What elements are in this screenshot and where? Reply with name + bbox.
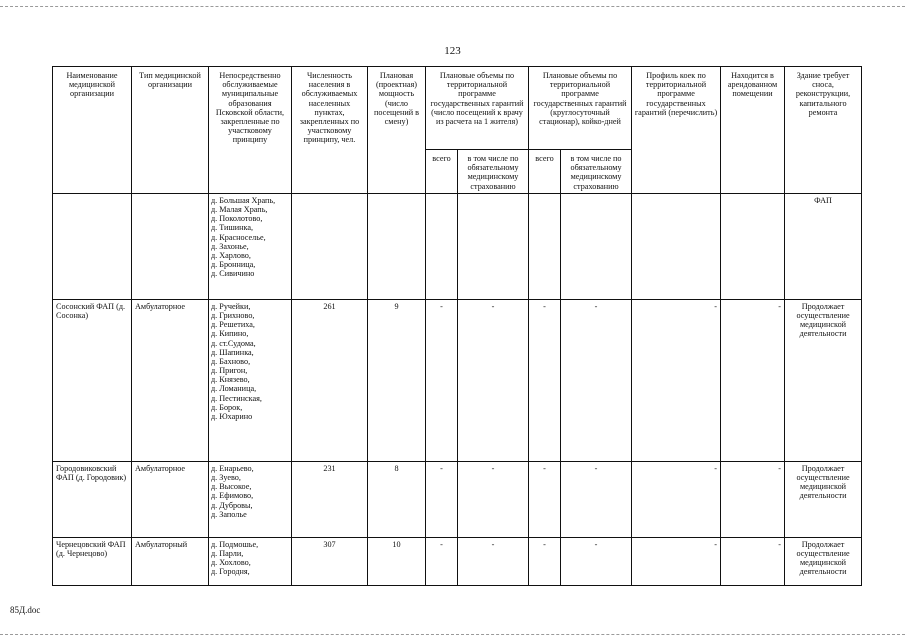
cell-population bbox=[292, 193, 368, 299]
cell-rented: - bbox=[721, 461, 785, 537]
cell-org-type: Амбулаторное bbox=[132, 299, 209, 461]
header-out-total: всего bbox=[426, 150, 458, 194]
cell-out-oms bbox=[458, 193, 529, 299]
header-name: Наименование медицинской организации bbox=[53, 67, 132, 194]
cell-org-type: Амбулаторное bbox=[132, 461, 209, 537]
cell-villages: д. Енарьево, д. Зуево, д. Высокое, д. Ефимово, д. Дубровы, д. Заполье bbox=[209, 461, 292, 537]
cell-rented: - bbox=[721, 537, 785, 585]
table-row bbox=[53, 537, 862, 585]
cell-in-oms: - bbox=[561, 537, 632, 585]
cell-beds-profile: - bbox=[632, 299, 721, 461]
table-row bbox=[53, 461, 862, 537]
medical-organizations-table bbox=[52, 66, 862, 586]
cell-rented: - bbox=[721, 299, 785, 461]
cell-in-oms: - bbox=[561, 299, 632, 461]
cell-org-name: Чернецовский ФАП (д. Чернецово) bbox=[53, 537, 132, 585]
cell-out-total: - bbox=[426, 299, 458, 461]
cell-org-name bbox=[53, 193, 132, 299]
cell-in-total: - bbox=[529, 537, 561, 585]
cell-out-total: - bbox=[426, 537, 458, 585]
header-capacity: Плановая (проектная) мощность (число посещений в смену) bbox=[368, 67, 426, 194]
table-row bbox=[53, 193, 862, 299]
cell-capacity bbox=[368, 193, 426, 299]
cell-rented bbox=[721, 193, 785, 299]
cell-repair-status: Продолжает осуществление медицинской деятельности bbox=[785, 537, 862, 585]
header-outpatient: Плановые объемы по территориальной программе государственных гарантий (число посещений к врачу из расчета на 1 жителя) bbox=[426, 67, 529, 150]
cell-beds-profile: - bbox=[632, 461, 721, 537]
cell-org-name: Городовиковский ФАП (д. Городовик) bbox=[53, 461, 132, 537]
cell-villages: д. Большая Храпь, д. Малая Храпь, д. Поколотово, д. Тишинка, д. Красноселье, д. Захонье, д. Харлово, д. Бронница, д. Сивичино bbox=[209, 193, 292, 299]
header-row bbox=[53, 67, 862, 150]
table-row bbox=[53, 299, 862, 461]
page-number: 123 bbox=[444, 45, 461, 57]
header-municipal: Непосредственно обслуживаемые муниципальные образования Псковской области, закрепленные по участковому принципу bbox=[209, 67, 292, 194]
cell-out-total: - bbox=[426, 461, 458, 537]
cell-in-oms bbox=[561, 193, 632, 299]
header-inpatient: Плановые объемы по территориальной программе государственных гарантий (круглосуточный стационар), койко-дней bbox=[529, 67, 632, 150]
cell-out-oms: - bbox=[458, 461, 529, 537]
cell-population: 231 bbox=[292, 461, 368, 537]
cell-out-oms: - bbox=[458, 537, 529, 585]
cell-beds-profile: - bbox=[632, 537, 721, 585]
cell-population: 307 bbox=[292, 537, 368, 585]
cell-out-total bbox=[426, 193, 458, 299]
cell-org-name: Сосонский ФАП (д. Сосонка) bbox=[53, 299, 132, 461]
cell-villages: д. Подмошье, д. Парли, д. Хохлово, д. Городня, bbox=[209, 537, 292, 585]
cell-in-oms: - bbox=[561, 461, 632, 537]
cell-in-total bbox=[529, 193, 561, 299]
header-population: Численность населения в обслуживаемых населенных пунктах, закрепленных по участковому принципу, чел. bbox=[292, 67, 368, 194]
cell-out-oms: - bbox=[458, 299, 529, 461]
header-beds-profile: Профиль коек по территориальной программе государственных гарантий (перечислить) bbox=[632, 67, 721, 194]
header-type: Тип медицинской организации bbox=[132, 67, 209, 194]
cell-repair-status: ФАП bbox=[785, 193, 862, 299]
cell-in-total: - bbox=[529, 299, 561, 461]
cell-capacity: 10 bbox=[368, 537, 426, 585]
header-in-oms: в том числе по обязательному медицинскому страхованию bbox=[561, 150, 632, 194]
footer-filename: 85Д.doc bbox=[10, 605, 41, 615]
header-rented: Находится в арендованном помещении bbox=[721, 67, 785, 194]
scan-edge-top bbox=[0, 6, 905, 7]
cell-beds-profile bbox=[632, 193, 721, 299]
cell-population: 261 bbox=[292, 299, 368, 461]
scan-edge-bottom bbox=[0, 634, 905, 635]
header-out-oms: в том числе по обязательному медицинскому страхованию bbox=[458, 150, 529, 194]
cell-repair-status: Продолжает осуществление медицинской деятельности bbox=[785, 299, 862, 461]
header-in-total: всего bbox=[529, 150, 561, 194]
cell-org-type: Амбулаторный bbox=[132, 537, 209, 585]
cell-repair-status: Продолжает осуществление медицинской деятельности bbox=[785, 461, 862, 537]
cell-villages: д. Ручейки, д. Грихново, д. Решетиха, д. Кипино, д. ст.Судома, д. Шапинка, д. Бахново, д. Пригон, д. Князево, д. Ломаница, д. Пестинская, д. Борок, д. Юхарино bbox=[209, 299, 292, 461]
cell-capacity: 9 bbox=[368, 299, 426, 461]
cell-capacity: 8 bbox=[368, 461, 426, 537]
cell-org-type bbox=[132, 193, 209, 299]
header-repair: Здание требует сноса, реконструкции, капитального ремонта bbox=[785, 67, 862, 194]
cell-in-total: - bbox=[529, 461, 561, 537]
